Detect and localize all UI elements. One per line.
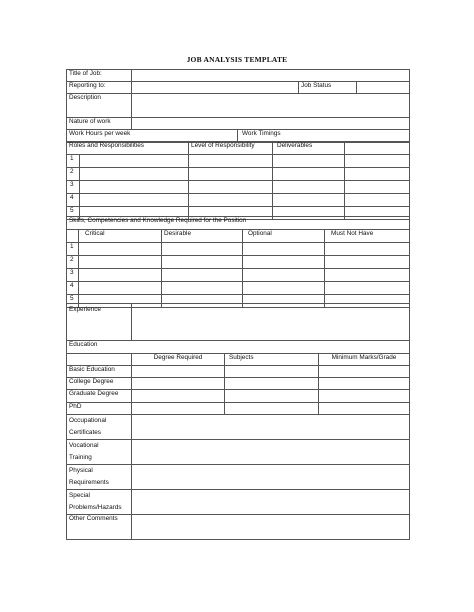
roles-row-number: 2 bbox=[67, 168, 80, 181]
desirable-header: Desirable bbox=[162, 230, 243, 243]
optional-cell[interactable] bbox=[243, 256, 325, 269]
degree-cell[interactable] bbox=[132, 403, 225, 415]
requirements-table bbox=[66, 414, 410, 540]
critical-cell[interactable] bbox=[79, 282, 162, 295]
basic-education-label: Basic Education bbox=[67, 366, 132, 378]
description-field[interactable] bbox=[132, 94, 410, 118]
roles-row-number: 5 bbox=[67, 207, 80, 220]
level-header: Level of Responsibility bbox=[189, 142, 273, 155]
subjects-cell[interactable] bbox=[225, 378, 319, 390]
marks-cell[interactable] bbox=[319, 390, 410, 403]
other-comments-label: Other Comments bbox=[67, 515, 132, 540]
document-title: JOB ANALYSIS TEMPLATE bbox=[186, 55, 288, 64]
skills-row-number: 3 bbox=[67, 269, 79, 282]
deliverables-cell[interactable] bbox=[273, 168, 345, 181]
skills-heading: Skills, Competencies and Knowledge Required for the Position bbox=[67, 217, 410, 230]
level-cell[interactable] bbox=[189, 168, 273, 181]
roles-cell[interactable] bbox=[80, 194, 189, 207]
deliverables-cell[interactable] bbox=[273, 181, 345, 194]
roles-row-number: 3 bbox=[67, 181, 80, 194]
optional-cell[interactable] bbox=[243, 282, 325, 295]
special-problems-label: Special Problems/Hazards bbox=[67, 490, 132, 515]
must-not-have-cell[interactable] bbox=[325, 256, 410, 269]
job-info-table bbox=[66, 69, 410, 130]
skills-row-number: 4 bbox=[67, 282, 79, 295]
marks-cell[interactable] bbox=[319, 366, 410, 378]
roles-cell[interactable] bbox=[80, 168, 189, 181]
vocational-training-label: Vocational Training bbox=[67, 440, 132, 465]
degree-cell[interactable] bbox=[132, 390, 225, 403]
critical-header: Critical bbox=[79, 230, 162, 243]
skills-row-number: 2 bbox=[67, 256, 79, 269]
nature-of-work-field[interactable] bbox=[132, 118, 410, 130]
occupational-certificates-field[interactable] bbox=[132, 415, 410, 440]
experience-field[interactable] bbox=[132, 304, 410, 341]
subjects-cell[interactable] bbox=[225, 390, 319, 403]
must-not-have-cell[interactable] bbox=[325, 243, 410, 256]
deliverables-cell[interactable] bbox=[273, 155, 345, 168]
degree-required-header: Degree Required bbox=[132, 354, 225, 366]
desirable-cell[interactable] bbox=[162, 282, 243, 295]
critical-cell[interactable] bbox=[79, 256, 162, 269]
nature-of-work-label: Nature of work bbox=[67, 118, 132, 130]
optional-cell[interactable] bbox=[243, 243, 325, 256]
physical-requirements-label: Physical Requirements bbox=[67, 465, 132, 490]
skills-row-number: 5 bbox=[67, 295, 79, 308]
subjects-cell[interactable] bbox=[225, 403, 319, 415]
must-not-have-cell[interactable] bbox=[325, 282, 410, 295]
reporting-to-field[interactable] bbox=[132, 82, 299, 94]
college-degree-label: College Degree bbox=[67, 378, 132, 390]
marks-cell[interactable] bbox=[319, 403, 410, 415]
deliverables-header: Deliverables bbox=[273, 142, 345, 155]
physical-requirements-field[interactable] bbox=[132, 465, 410, 490]
roles-table bbox=[66, 141, 410, 220]
level-cell[interactable] bbox=[189, 155, 273, 168]
education-label: Education bbox=[67, 341, 410, 354]
degree-cell[interactable] bbox=[132, 366, 225, 378]
must-not-have-header: Must Not Have bbox=[325, 230, 410, 243]
job-status-field[interactable] bbox=[357, 82, 410, 94]
level-cell[interactable] bbox=[189, 194, 273, 207]
reporting-to-label: Reporting to: bbox=[67, 82, 132, 94]
education-table bbox=[66, 340, 410, 415]
title-of-job-field[interactable] bbox=[132, 70, 410, 82]
optional-header: Optional bbox=[243, 230, 325, 243]
must-not-have-cell[interactable] bbox=[325, 269, 410, 282]
description-label: Description bbox=[67, 94, 132, 118]
special-problems-field[interactable] bbox=[132, 490, 410, 515]
other-comments-field[interactable] bbox=[132, 515, 410, 540]
marks-cell[interactable] bbox=[319, 378, 410, 390]
experience-label: Experience bbox=[67, 304, 132, 341]
job-status-label: Job Status bbox=[299, 82, 357, 94]
desirable-cell[interactable] bbox=[162, 243, 243, 256]
phd-label: PhD bbox=[67, 403, 132, 415]
occupational-certificates-label: Occupational Certificates bbox=[67, 415, 132, 440]
minimum-marks-header: Minimum Marks/Grade bbox=[319, 354, 410, 366]
vocational-training-field[interactable] bbox=[132, 440, 410, 465]
critical-cell[interactable] bbox=[79, 269, 162, 282]
graduate-degree-label: Graduate Degree bbox=[67, 390, 132, 403]
roles-cell[interactable] bbox=[80, 181, 189, 194]
subjects-cell[interactable] bbox=[225, 366, 319, 378]
optional-cell[interactable] bbox=[243, 269, 325, 282]
subjects-header: Subjects bbox=[225, 354, 319, 366]
critical-cell[interactable] bbox=[79, 243, 162, 256]
deliverables-cell[interactable] bbox=[273, 194, 345, 207]
roles-cell[interactable] bbox=[80, 155, 189, 168]
desirable-cell[interactable] bbox=[162, 256, 243, 269]
desirable-cell[interactable] bbox=[162, 269, 243, 282]
work-hours-label: Work Hours per week bbox=[67, 130, 238, 143]
experience-table bbox=[66, 303, 410, 341]
work-timings-label: Work Timings bbox=[238, 130, 410, 143]
degree-cell[interactable] bbox=[132, 378, 225, 390]
roles-row-number: 4 bbox=[67, 194, 80, 207]
title-of-job-label: Title of Job: bbox=[67, 70, 132, 82]
level-cell[interactable] bbox=[189, 181, 273, 194]
roles-header: Roles and Responsibilities bbox=[67, 142, 189, 155]
skills-row-number: 1 bbox=[67, 243, 79, 256]
skills-table bbox=[66, 216, 410, 308]
roles-row-number: 1 bbox=[67, 155, 80, 168]
